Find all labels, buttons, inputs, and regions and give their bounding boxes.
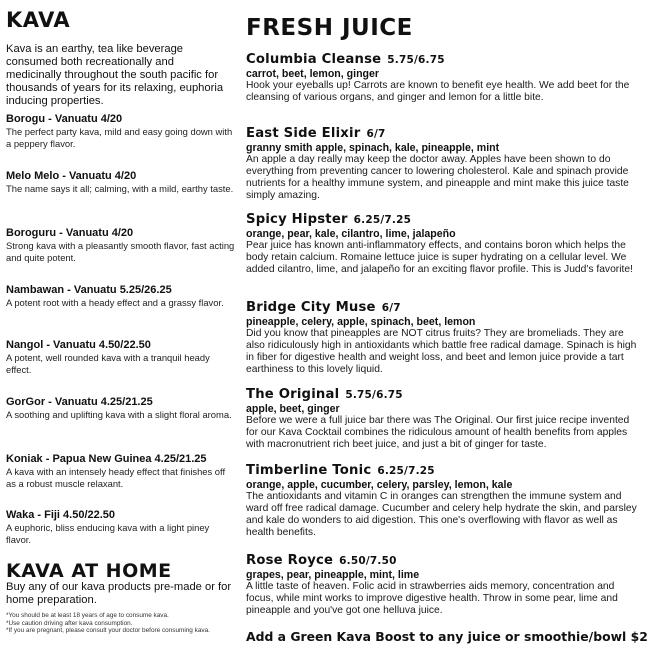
kava-item [6,453,236,489]
kava-item [6,113,236,149]
juice-item-price: 6/7 [366,128,386,140]
kava-item-desc: A potent root with a heady effect and a grassy flavor. [6,297,224,308]
kava-section-title: KAVA [6,8,71,32]
juice-item-price: 5.75/6.75 [387,54,445,66]
juice-item-name: Bridge City Muse [246,300,376,315]
kava-item-desc: Strong kava with a pleasantly smooth flavor, fast acting and quite potent. [6,240,235,263]
kava-item-desc: The name says it all; calming, with a mild, earthy taste. [6,183,234,194]
juice-item [246,463,642,539]
juice-item-desc: An apple a day really may keep the doctor away. Apples have been shown to do everything from preventing cancer to lowering cholesterol. Kale and spinach provide nutrients for a healthy immune system, and pineapple and mint make this juice taste simply amazing. [246,154,629,201]
kava-item-name: Melo Melo - Vanuatu 4/20 [6,170,137,182]
juice-item-desc: Did you know that pineapples are NOT citrus fruits? They are bromeliads. They are also ridiculously high in antioxidants which battle free radical damage. Spinach is high in fiber for digestive health and weight loss, and beet and lemon juice provide a tart earthiness to this lovely liquid. [246,328,637,375]
kava-item [6,227,236,263]
juice-item-desc: The antioxidants and vitamin C in oranges can strengthen the immune system and ward off free radical damage. Cucumber and celery help hydrate the skin, and parsley and kale do wonders to aid digestion. This one's overflowing with flavor as well as health benefits. [246,491,637,538]
juice-item-desc: A little taste of heaven. Folic acid in strawberries aids memory, concentration and focus, while mint works to improve digestive health. Throw in some pear, lime and pineapple and you've got one helluva juice. [246,581,618,616]
juice-item [246,387,642,451]
juice-item-name: Rose Royce [246,553,334,568]
juice-item-price: 6.25/7.25 [377,465,435,477]
juice-item-name: The Original [246,387,340,402]
kava-item [6,170,236,195]
disclaimer-note: *Use caution driving after kava consumption. [6,619,133,627]
kava-item-name: Nambawan - Vanuatu 5.25/26.25 [6,284,172,296]
kava-item-name: Waka - Fiji 4.50/22.50 [6,509,116,521]
juice-item-name: Spicy Hipster [246,212,348,227]
juice-item [246,300,642,376]
juice-item-desc: Before we were a full juice bar there was The Original. Our first juice recipe invented for our Kava Cocktail combines the ridiculous amount of health benefits from apples with macronutrient rich beet juice, and just a bit of ginger for taste. [246,415,630,450]
kava-at-home-text: Buy any of our kava products pre-made or for home preparation. [6,581,232,606]
juice-item-ingredients: orange, apple, cucumber, celery, parsley, lemon, kale [246,479,513,491]
juice-item-price: 6.25/7.25 [353,214,412,226]
juice-section-title: FRESH JUICE [246,15,413,41]
kava-item-desc: A soothing and uplifting kava with a slight floral aroma. [6,409,232,420]
disclaimer-note: *If you are pregnant, please consult your doctor before consuming kava. [6,627,210,635]
juice-item-ingredients: carrot, beet, lemon, ginger [246,68,380,80]
juice-item-ingredients: orange, pear, kale, cilantro, lime, jalapeño [246,228,456,240]
kava-item-desc: A kava with an intensely heady effect that finishes off as a robust muscle relaxant. [6,466,226,489]
green-kava-boost-note: Add a Green Kava Boost to any juice or smoothie/bowl $2 [246,629,648,644]
juice-item-ingredients: granny smith apple, spinach, kale, pineapple, mint [246,142,500,154]
kava-disclaimer-notes [6,612,232,635]
juice-item-desc: Pear juice has known anti-inflammatory effects, and contains boron which helps the body retain calcium. Romaine lettuce juice is super hydrating on a cellular level. We added cilantro, lime, and jalapeño for an exciting flavor profile. This is Judd's favorite! [246,240,633,275]
kava-item-desc: A euphoric, bliss enducing kava with a light piney flavor. [6,522,210,545]
kava-item [6,339,236,375]
kava-at-home-title: KAVA AT HOME [6,560,172,582]
kava-intro-text: Kava is an earthy, tea like beverage consumed both recreationally and medicinally throughout the south pacific for thousands of years for its relaxing, euphoria inducing properties. [6,43,224,107]
kava-item [6,396,236,421]
kava-item-desc: A potent, well rounded kava with a tranquil heady effect. [6,352,210,375]
juice-item-ingredients: pineapple, celery, apple, spinach, beet, lemon [246,316,476,328]
kava-item-name: Koniak - Papua New Guinea 4.25/21.25 [6,453,207,465]
kava-item-name: GorGor - Vanuatu 4.25/21.25 [6,396,153,408]
juice-item [246,52,642,104]
kava-item-name: Boroguru - Vanuatu 4/20 [6,227,134,239]
juice-item [246,212,642,276]
kava-item-desc: The perfect party kava, mild and easy going down with a peppery flavor. [6,126,233,149]
juice-item-price: 5.75/6.75 [345,389,403,401]
juice-item [246,126,642,202]
juice-item-price: 6/7 [381,302,401,314]
juice-item-name: Columbia Cleanse [246,52,382,67]
kava-item [6,284,236,309]
juice-item [246,553,642,617]
juice-item-name: East Side Elixir [246,126,361,141]
kava-item [6,509,236,545]
disclaimer-note: *You should be at least 18 years of age to consume kava. [6,612,169,619]
juice-item-desc: Hook your eyeballs up! Carrots are known to benefit eye health. We add beet for the cleansing of various organs, and ginger and lemon for a little bite. [246,80,630,103]
juice-item-ingredients: grapes, pear, pineapple, mint, lime [246,569,420,581]
kava-item-name: Borogu - Vanuatu 4/20 [6,113,123,125]
juice-item-price: 6.50/7.50 [339,555,397,567]
juice-item-ingredients: apple, beet, ginger [246,403,340,415]
juice-item-name: Timberline Tonic [246,463,372,478]
kava-item-name: Nangol - Vanuatu 4.50/22.50 [6,339,151,351]
